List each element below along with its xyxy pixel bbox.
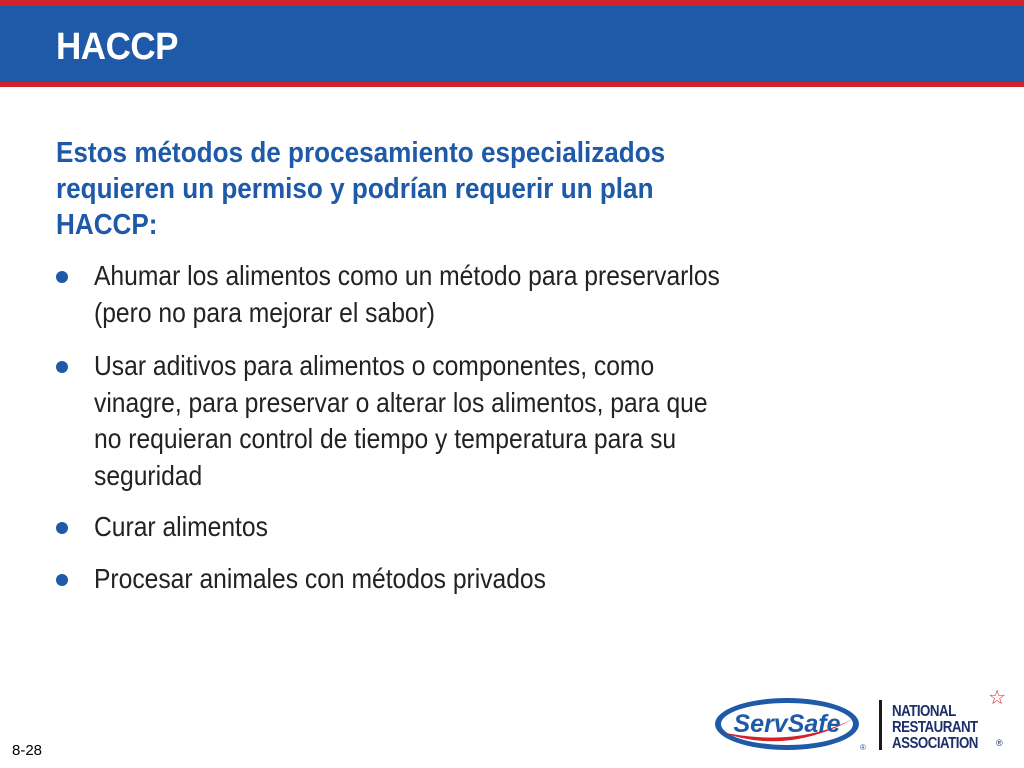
header-bottom-stripe — [0, 82, 1024, 87]
page-number: 8-28 — [12, 742, 43, 759]
nra-logo — [892, 687, 1022, 754]
star-icon: ☆ — [988, 687, 1006, 709]
nra-line-association: ASSOCIATION — [892, 735, 978, 752]
bullet-text: Curar alimentos — [94, 511, 268, 542]
logo-divider — [879, 700, 882, 750]
bullet-dot-icon — [56, 522, 68, 534]
nra-line-national: NATIONAL — [892, 703, 956, 720]
servsafe-registered: ® — [860, 743, 866, 752]
servsafe-logo — [713, 692, 869, 754]
slide-title: HACCP — [56, 26, 179, 68]
bullet-text: Ahumar los alimentos como un método para preservarlos (pero no para mejorar el sabor) — [94, 260, 720, 328]
nra-registered: ® — [996, 738, 1003, 748]
intro-text: Estos métodos de procesamiento especializados requieren un permiso y podrían requerir un plan HACCP: — [56, 137, 666, 241]
bullet-dot-icon — [56, 574, 68, 586]
bullet-dot-icon — [56, 271, 68, 283]
bullet-text: Procesar animales con métodos privados — [94, 563, 546, 594]
header-band — [0, 6, 1024, 82]
bullet-text: Usar aditivos para alimentos o componentes, como vinagre, para preservar o alterar los alimentos, para que no requieran control de tiempo y temperatura para su seguridad — [94, 350, 708, 491]
nra-line-restaurant: RESTAURANT — [892, 719, 978, 736]
servsafe-wordmark: ServSafe — [733, 710, 841, 738]
bullet-dot-icon — [56, 361, 68, 373]
